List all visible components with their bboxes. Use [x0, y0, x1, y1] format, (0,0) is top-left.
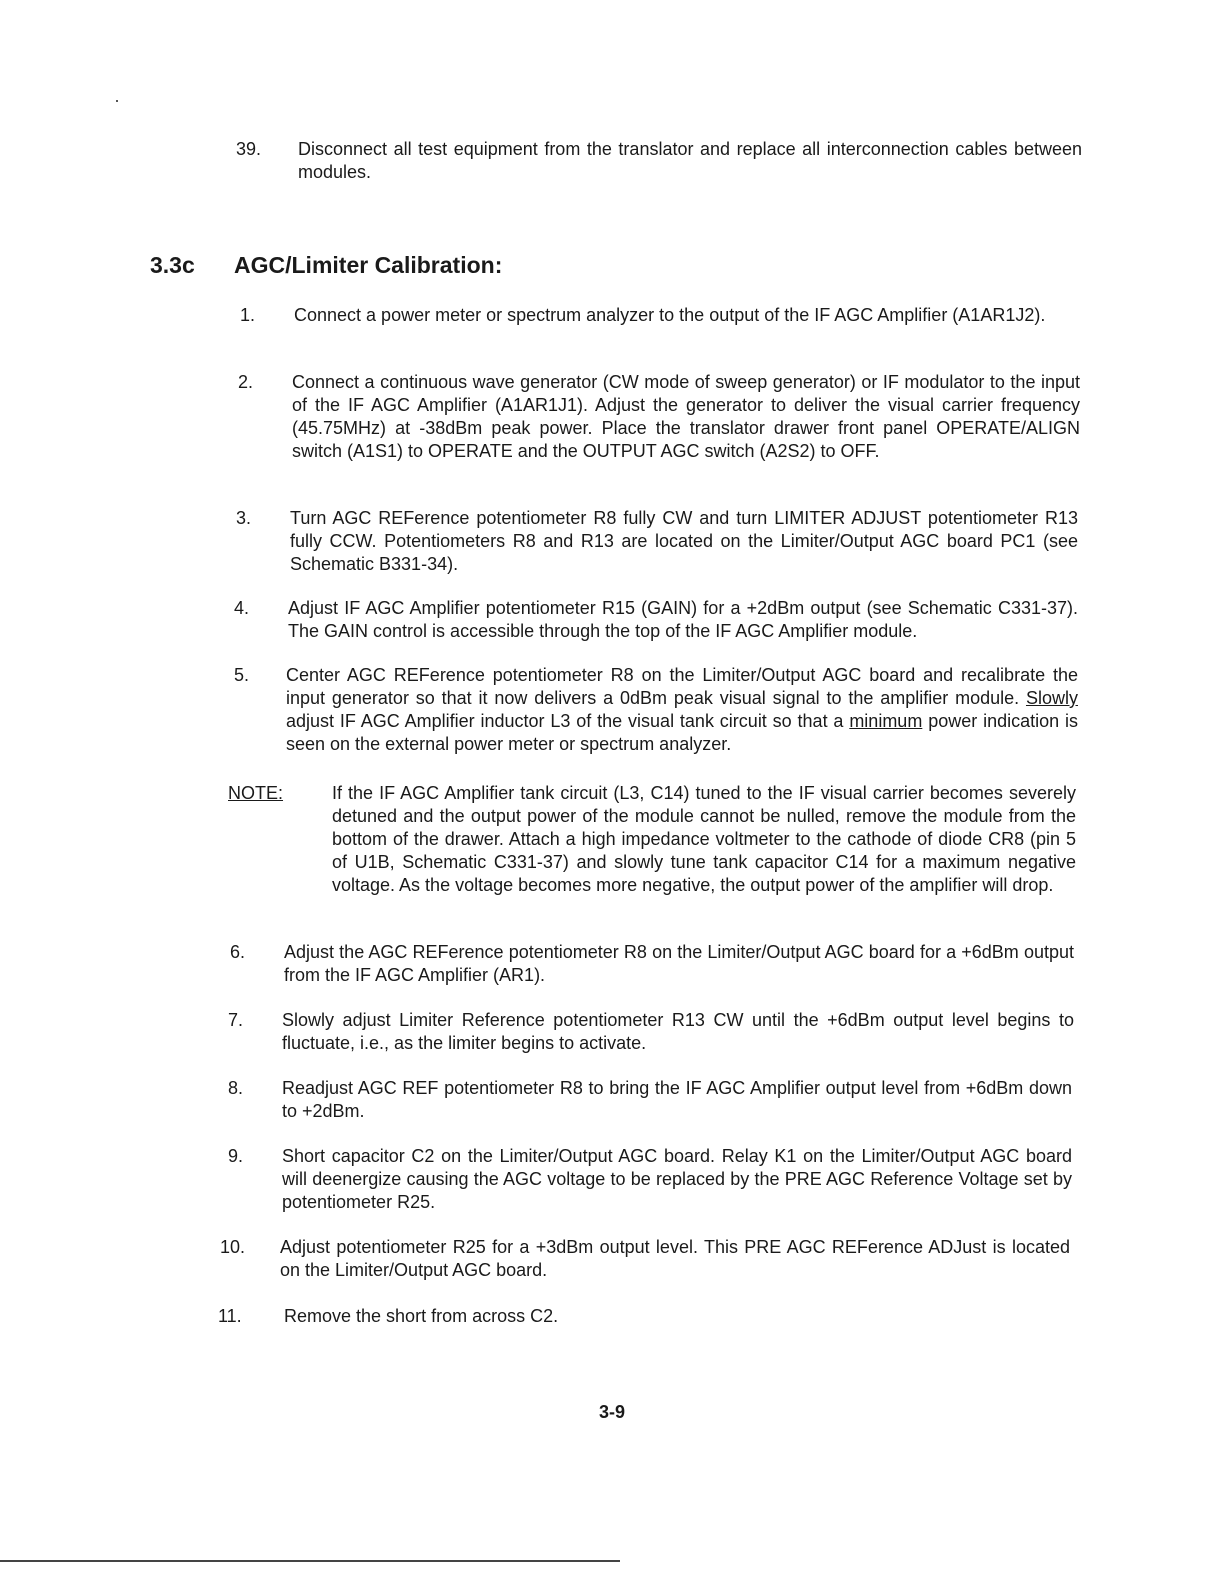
step-number: 3.	[236, 508, 252, 528]
step-number: 8.	[228, 1078, 244, 1098]
step-number: 6.	[230, 942, 246, 962]
step-number: 4.	[234, 598, 250, 618]
step-text: Connect a continuous wave generator (CW mode of sweep generator) or IF modulator to the input of the IF AGC Amplifier (A1AR1J1). Adjust the generator to deliver the visual carrier frequency (45.75MHz) at -38dBm peak power. Place the translator drawer front panel OPERATE/ALIGN switch (A1S1) to OPERATE and the OUTPUT AGC switch (A2S2) to OFF.	[292, 372, 1080, 461]
step-number: 5.	[234, 665, 250, 685]
emphasis-minimum: minimum	[849, 711, 923, 731]
step-number: 11.	[218, 1306, 242, 1326]
section-number: 3.3c	[150, 252, 195, 278]
step-text: Short capacitor C2 on the Limiter/Output AGC board. Relay K1 on the Limiter/Output AGC board will deenergize causing the AGC voltage to be replaced by the PRE AGC Reference Voltage set by potentiometer R25.	[282, 1146, 1072, 1212]
section-title: AGC/Limiter Calibration:	[234, 252, 503, 278]
step-text: Remove the short from across C2.	[284, 1306, 559, 1326]
step-text: Connect a power meter or spectrum analyzer to the output of the IF AGC Amplifier (A1AR1J2).	[294, 305, 1046, 325]
scan-speck	[116, 100, 118, 102]
step-number: 7.	[228, 1010, 244, 1030]
step-number: 9.	[228, 1146, 244, 1166]
step-number: 1.	[240, 305, 256, 325]
step-text: Readjust AGC REF potentiometer R8 to bring the IF AGC Amplifier output level from +6dBm down to +2dBm.	[282, 1078, 1072, 1121]
step-text: Adjust IF AGC Amplifier potentiometer R15 (GAIN) for a +2dBm output (see Schematic C331-37). The GAIN control is accessible through the top of the IF AGC Amplifier module.	[288, 598, 1078, 641]
step-text: Turn AGC REFerence potentiometer R8 fully CW and turn LIMITER ADJUST potentiometer R13 fully CCW. Potentiometers R8 and R13 are located on the Limiter/Output AGC board PC1 (see Schematic B331-34).	[290, 508, 1078, 574]
step-text: Center AGC REFerence potentiometer R8 on the Limiter/Output AGC board and recalibrate the input generator so that it now delivers a 0dBm peak visual signal to the amplifier module. Slowly adjust IF AGC Amplifier inductor L3 of the visual tank circuit so that a minimum power indication is seen on the external power meter or spectrum analyzer.	[286, 665, 1078, 754]
emphasis-slowly: Slowly	[1025, 688, 1078, 708]
step-text: Slowly adjust Limiter Reference potentiometer R13 CW until the +6dBm output level begins to fluctuate, i.e., as the limiter begins to activate.	[282, 1010, 1074, 1053]
page-number: 3-9	[598, 1402, 625, 1422]
step-text: Adjust the AGC REFerence potentiometer R8 on the Limiter/Output AGC board for a +6dBm output from the IF AGC Amplifier (AR1).	[284, 942, 1074, 985]
step-number: 2.	[238, 372, 254, 392]
step-number: 10.	[220, 1237, 246, 1257]
step-text: Disconnect all test equipment from the translator and replace all interconnection cables between modules.	[298, 139, 1082, 182]
step-number: 39.	[236, 139, 262, 159]
note-text: If the IF AGC Amplifier tank circuit (L3, C14) tuned to the IF visual carrier becomes severely detuned and the output power of the module cannot be nulled, remove the module from the bottom of the drawer. Attach a high impedance voltmeter to the cathode of diode CR8 (pin 5 of U1B, Schematic C331-37) and slowly tune tank capacitor C14 for a maximum negative voltage. As the voltage becomes more negative, the output power of the amplifier will drop.	[332, 783, 1076, 895]
step-text: Adjust potentiometer R25 for a +3dBm output level. This PRE AGC REFerence ADJust is located on the Limiter/Output AGC board.	[280, 1237, 1070, 1280]
note-label: NOTE:	[228, 783, 284, 803]
page-bottom-rule	[0, 1560, 620, 1562]
